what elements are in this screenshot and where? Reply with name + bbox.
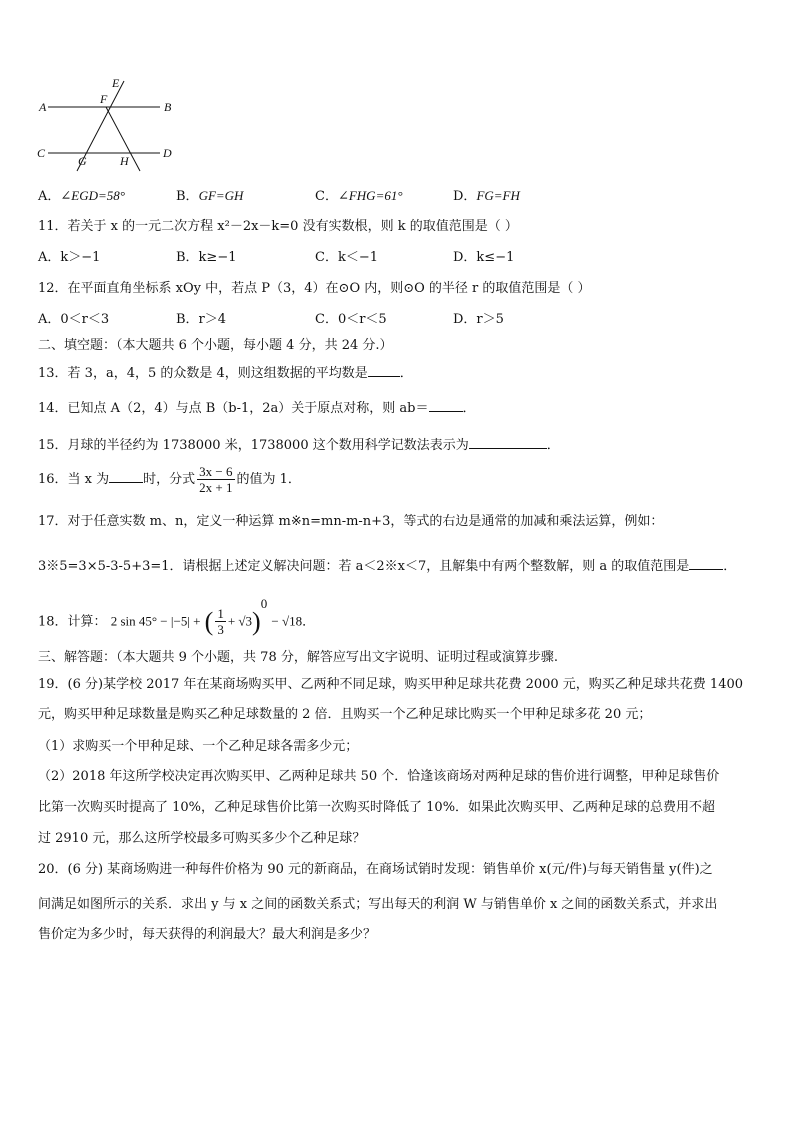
option-letter: C．	[315, 189, 338, 204]
q17-end: ．	[723, 559, 737, 574]
q16-text: 16．当 x 为	[38, 472, 110, 487]
q13-text: 13．若 3，a，4，5 的众数是 4，则这组数据的平均数是	[38, 366, 368, 381]
q18-expr-part1: 2 sin 45° − |−5| +	[110, 613, 201, 629]
q10-option-a	[38, 187, 125, 206]
option-text: GF=GH	[198, 188, 244, 203]
right-paren: )	[252, 606, 261, 636]
q16-end: 的值为 1．	[236, 472, 301, 487]
q11-option-a: A．k＞−1	[38, 250, 101, 265]
option-letter: D．	[453, 189, 477, 204]
q11-option-d: D．k≤−1	[453, 250, 515, 265]
q11-option-c: C．k＜−1	[315, 250, 378, 265]
q10-option-b	[176, 187, 243, 206]
q18-sqrt3: + √3	[227, 613, 253, 629]
q15-end: ．	[546, 438, 560, 453]
label-a: A	[39, 100, 47, 114]
label-g: G	[78, 154, 87, 168]
label-h: H	[120, 154, 129, 168]
q13-end: ．	[399, 366, 413, 381]
left-paren: (	[204, 606, 214, 636]
q17-line2	[38, 557, 736, 576]
fraction-numerator: 1	[217, 606, 224, 622]
parallel-lines-figure	[36, 76, 186, 174]
q12-option-b: B．r＞4	[176, 312, 227, 327]
q14-end: ．	[462, 401, 476, 416]
q18-sqrt18: − √18	[271, 613, 303, 629]
q12-stem: 12．在平面直角坐标系 xOy 中，若点 P（3，4）在⊙O 内，则⊙O 的半径 r 的取值范围是（ ）	[38, 281, 591, 296]
fraction-numerator: 3x − 6	[199, 464, 233, 479]
option-letter: A．	[38, 189, 61, 204]
answer-blank[interactable]	[689, 557, 723, 570]
option-text: ∠EGD=58°	[60, 188, 125, 203]
label-c: C	[37, 146, 46, 160]
fraction-denominator: 3	[217, 622, 224, 638]
section-solution-heading: 三、解答题：（本大题共 9 个小题，共 78 分，解答应写出文字说明、证明过程或演算步骤.	[38, 650, 558, 665]
answer-blank[interactable]	[109, 470, 143, 483]
q10-option-d	[453, 187, 520, 206]
option-text: FG=FH	[476, 188, 520, 203]
q10-option-c	[315, 187, 403, 206]
q20-line3: 售价定为多少时，每天获得的利润最大？最大利润是多少？	[38, 927, 377, 942]
q14-text: 14．已知点 A（2，4）与点 B（b-1，2a）关于原点对称，则 ab＝	[38, 401, 429, 416]
answer-blank[interactable]	[429, 399, 463, 412]
fraction	[197, 464, 234, 495]
q13	[38, 364, 413, 383]
q12-option-d: D．r＞5	[453, 312, 504, 327]
option-text: ∠FHG=61°	[337, 188, 403, 203]
label-b: B	[164, 100, 172, 114]
q17-line1: 17．对于任意实数 m、n，定义一种运算 m※n=mn-m-n+3，等式的右边是通常的加减和乘法运算，例如：	[38, 514, 664, 529]
answer-blank[interactable]	[469, 436, 547, 449]
q12-option-a: A．0＜r＜3	[38, 312, 110, 327]
q20-line1: 20．(6 分) 某商场购进一种每件价格为 90 元的新商品，在商场试销时发现：销售单价 x(元/件)与每天销售量 y(件)之	[38, 862, 713, 877]
q19-part2-line1: （2）2018 年这所学校决定再次购买甲、乙两种足球共 50 个．恰逢该商场对两种足球的售价进行调整，甲种足球售价	[38, 769, 720, 784]
q18-label: 18．计算：	[38, 614, 107, 630]
q19-part2-line2: 比第一次购买时提高了 10%，乙种足球售价比第一次购买时降低了 10%．如果此次购买甲、乙两种足球的总费用不超	[38, 800, 716, 815]
label-d: D	[163, 146, 172, 160]
label-e: E	[112, 76, 120, 90]
q14	[38, 399, 476, 418]
q20-line2: 间满足如图所示的关系．求出 y 与 x 之间的函数关系式；写出每天的利润 W 与销售单价 x 之间的函数关系式，并求出	[38, 897, 718, 912]
section-fill-in-heading: 二、填空题：（本大题共 6 个小题，每小题 4 分，共 24 分.）	[38, 338, 393, 353]
q16-mid: 时，分式	[143, 472, 196, 487]
q12-option-c: C．0＜r＜5	[315, 312, 387, 327]
q18-end: ．	[302, 614, 316, 630]
q19-line2: 元，购买甲种足球数量是购买乙种足球数量的 2 倍．且购买一个乙种足球比购买一个甲种足球多花 20 元；	[38, 707, 652, 722]
fraction	[215, 606, 226, 637]
q11-option-b: B．k≥−1	[176, 250, 237, 265]
q17-text: 3※5=3×5-3-5+3=1．请根据上述定义解决问题：若 a＜2※x＜7，且解集中有两个整数解，则 a 的取值范围是	[38, 559, 690, 574]
q15-text: 15．月球的半径约为 1738000 米，1738000 这个数用科学记数法表示为	[38, 438, 469, 453]
q11-stem: 11．若关于 x 的一元二次方程 x²－2x－k=0 没有实数根，则 k 的取值范围是（ ）	[38, 219, 518, 234]
q19-part2-line3: 过 2910 元，那么这所学校最多可购买多少个乙种足球？	[38, 831, 366, 846]
q18	[38, 596, 315, 642]
q19-line1: 19．(6 分)某学校 2017 年在某商场购买甲、乙两种不同足球，购买甲种足球共花费 2000 元，购买乙种足球共花费 1400	[38, 677, 744, 692]
label-f: F	[100, 92, 108, 106]
q19-part1: （1）求购买一个甲种足球、一个乙种足球各需多少元；	[38, 739, 359, 754]
q16	[38, 462, 301, 498]
fraction-denominator: 2x + 1	[199, 480, 233, 495]
q15	[38, 436, 560, 455]
option-letter: B．	[176, 189, 199, 204]
exponent: 0	[260, 596, 268, 611]
answer-blank[interactable]	[368, 364, 400, 377]
